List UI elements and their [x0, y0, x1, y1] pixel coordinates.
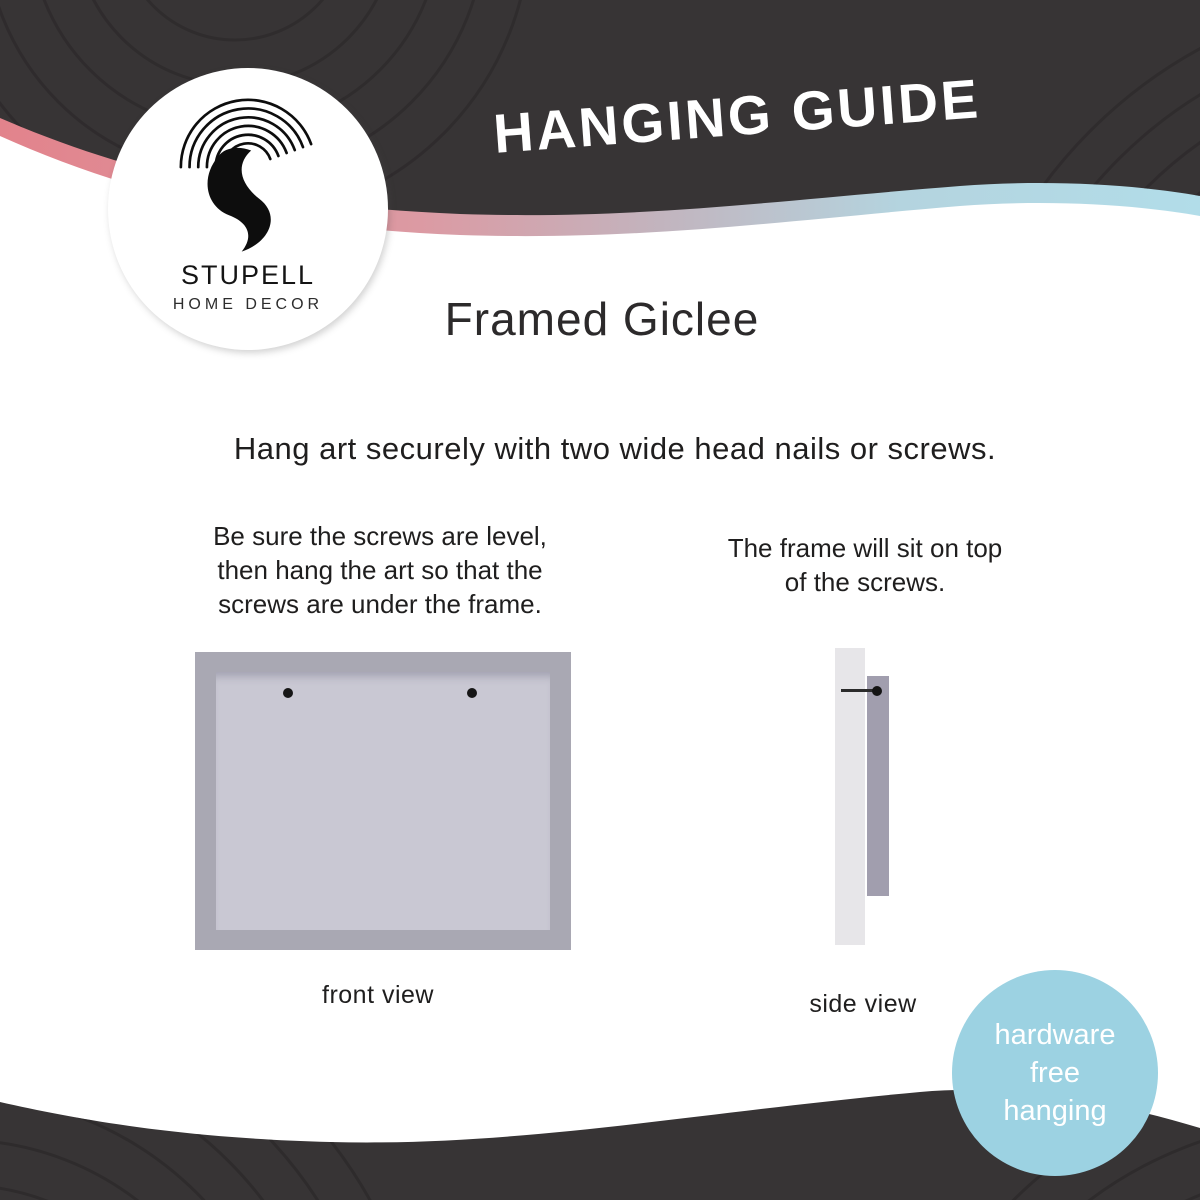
- badge-line-2: free: [1030, 1057, 1080, 1089]
- hardware-free-badge: [952, 970, 1158, 1176]
- front-view-caption: front view: [322, 981, 434, 1009]
- screw-head-icon: [872, 686, 882, 696]
- front-view-note: [130, 519, 630, 621]
- front-note-line-1: Be sure the screws are level,: [213, 521, 547, 551]
- logo-brand-text: STUPELL: [180, 260, 316, 290]
- side-note-line-2: of the screws.: [784, 567, 946, 597]
- front-view-diagram: [195, 652, 571, 950]
- badge-line-1: hardware: [994, 1019, 1116, 1051]
- side-view-wall-bar: [835, 648, 865, 945]
- badge-line-3: hanging: [1003, 1095, 1107, 1127]
- front-note-line-3: screws are under the frame.: [218, 589, 542, 619]
- s-swoosh-icon: [169, 88, 327, 258]
- nail-dot-left-icon: [283, 688, 293, 698]
- side-view-note: [665, 531, 1065, 599]
- side-view-caption: side view: [809, 990, 917, 1018]
- instruction-text: Hang art securely with two wide head nails or screws.: [233, 431, 997, 466]
- nail-dot-right-icon: [467, 688, 477, 698]
- page-title: HANGING GUIDE: [491, 67, 983, 165]
- badge-text: [995, 1016, 1116, 1130]
- logo-tagline-text: HOME DECOR: [172, 296, 324, 313]
- frame-artwork-area: [216, 672, 550, 930]
- product-type-heading: Framed Giclee: [444, 293, 760, 345]
- side-note-line-1: The frame will sit on top: [727, 533, 1003, 563]
- side-view-frame-bar: [867, 676, 889, 896]
- front-note-line-2: then hang the art so that the: [217, 555, 543, 585]
